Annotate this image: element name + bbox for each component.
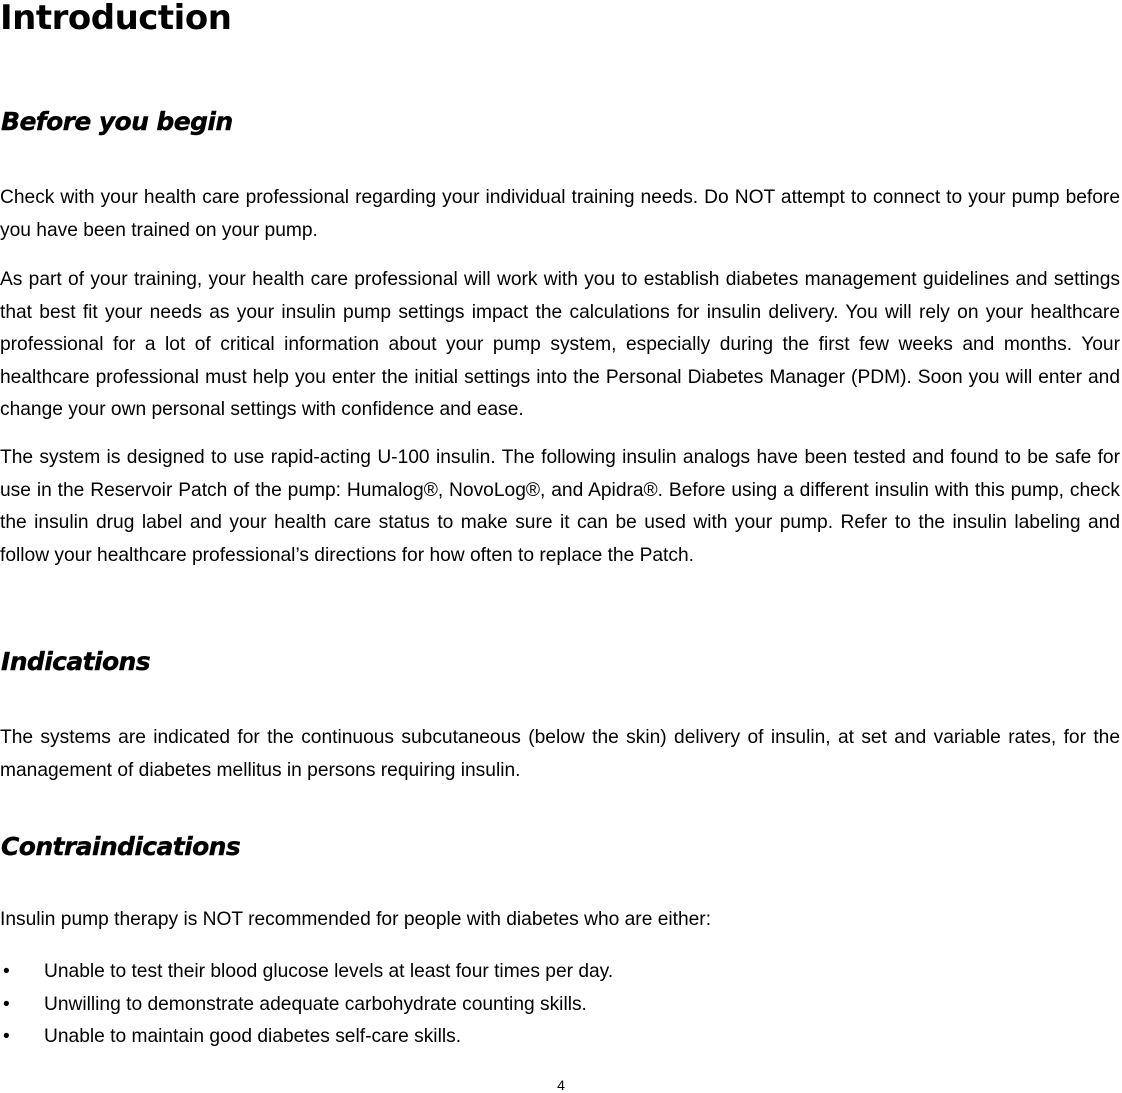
before-you-begin-heading: Before you begin: [1, 107, 233, 136]
page-title: Introduction: [0, 0, 232, 38]
list-item: [0, 989, 1120, 1022]
bullet-icon: •: [3, 993, 10, 1015]
bullet-icon: •: [3, 1026, 10, 1047]
list-item: [0, 1021, 1120, 1054]
page-number: 4: [557, 1077, 565, 1093]
list-item-text: Unable to test their blood glucose levels at least four times per day.: [44, 961, 614, 982]
contraindications-intro: Insulin pump therapy is NOT recommended for people with diabetes who are either:: [0, 909, 712, 930]
list-item-text: Unwilling to demonstrate adequate carbohydrate counting skills.: [44, 993, 587, 1015]
contraindications-list: [0, 956, 1120, 1054]
bullet-icon: •: [3, 961, 10, 982]
list-item-text: Unable to maintain good diabetes self-care skills.: [44, 1026, 462, 1047]
before-you-begin-paragraph-3: The system is designed to use rapid-acting U-100 insulin. The following insulin analogs have been tested and found to be safe for use in the Reservoir Patch of the pump: Humalog®, NovoLog®, and Apidra®. Before using a different insulin with this pump, check the insulin drug label and your health care status to make sure it can be used with your pump. Refer to the insulin labeling and follow your healthcare professional’s directions for how often to replace the Patch.: [0, 447, 1120, 566]
contraindications-heading: Contraindications: [1, 832, 241, 861]
indications-paragraph: The systems are indicated for the continuous subcutaneous (below the skin) delivery of insulin, at set and variable rates, for the management of diabetes mellitus in persons requiring insulin.: [0, 727, 1120, 781]
before-you-begin-paragraph-2: As part of your training, your health care professional will work with you to establish diabetes management guidelines and settings that best fit your needs as your insulin pump settings impact the calculations for insulin delivery. You will rely on your healthcare professional for a lot of critical information about your pump system, especially during the first few weeks and months. Your healthcare professional must help you enter the initial settings into the Personal Diabetes Manager (PDM). Soon you will enter and change your own personal settings with confidence and ease.: [0, 269, 1120, 420]
indications-heading: Indications: [1, 647, 151, 676]
before-you-begin-paragraph-1: Check with your health care professional regarding your individual training needs. Do NOT attempt to connect to your pump before you have been trained on your pump.: [0, 187, 1120, 241]
list-item: [0, 956, 1120, 989]
